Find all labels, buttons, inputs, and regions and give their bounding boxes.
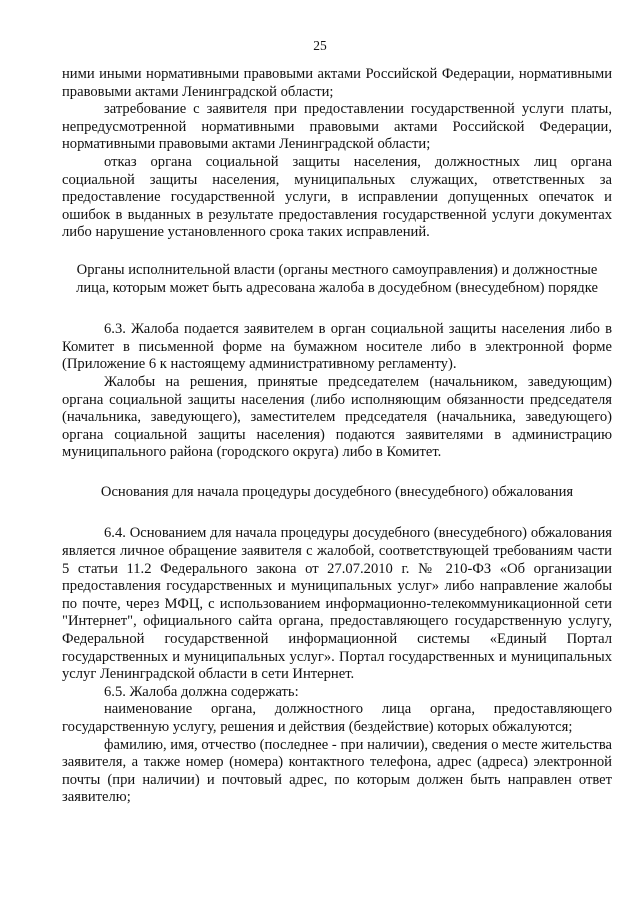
paragraph: ними иными нормативными правовыми актами Российской Федерации, нормативными правовыми актами Ленинградской области; (62, 66, 612, 100)
section-heading: Основания для начала процедуры досудебного (внесудебного) обжалования (100, 483, 574, 500)
paragraph: затребование с заявителя при предоставлении государственной услуги платы, непредусмотренной нормативными правовыми актами Российской Федерации, нормативными правовыми актами Ленинградской области; (62, 101, 612, 153)
section-heading: Органы исполнительной власти (органы местного самоуправления) и должностные лица, которым может быть адресована жалоба в досудебном (внесудебном) порядке (76, 261, 598, 296)
paragraph: фамилию, имя, отчество (последнее - при наличии), сведения о месте жительства заявителя, а также номер (номера) контактного телефона, адрес (адреса) электронной почты (при наличии) и почтовый адрес, по которым должен быть направлен ответ заявителю; (62, 736, 612, 806)
document-body (62, 66, 612, 807)
paragraph: 6.4. Основанием для начала процедуры досудебного (внесудебного) обжалования является личное обращение заявителя с жалобой, соответствующей требованиям части 5 статьи 11.2 Федерального закона от 27.07.2010 г. № 210-ФЗ «Об организации предоставления государственных и муниципальных услуг» либо направление жалобы по почте, через МФЦ, с использованием информационно-телекоммуникационной сети "Интернет", официального сайта органа, предоставляющего государственную услугу, Федеральной государственной информационной системы «Единый Портал государственных и муниципальных услуг». Портал государственных и муниципальных услуг Ленинградской области в сети Интернет. (62, 525, 612, 683)
paragraph: Жалобы на решения, принятые председателем (начальником, заведующим) органа социальной защиты населения (либо исполняющим обязанности председателя (начальника, заведующего), заместителем председателя (начальника, заведующего) органа социальной защиты населения) подаются заявителями в администрацию муниципального района (городского округа) либо в Комитет. (62, 373, 612, 461)
paragraph: 6.5. Жалоба должна содержать: (104, 683, 299, 700)
page-number: 25 (313, 38, 327, 53)
paragraph: 6.3. Жалоба подается заявителем в орган социальной защиты населения либо в Комитет в письменной форме на бумажном носителе либо в электронной форме (Приложение 6 к настоящему административному регламенту). (62, 321, 612, 373)
paragraph: наименование органа, должностного лица органа, предоставляющего государственную услугу, решения и действия (бездействие) которых обжалуются; (62, 701, 612, 735)
paragraph: отказ органа социальной защиты населения, должностных лиц органа социальной защиты населения, муниципальных служащих, ответственных за предоставление государственной услуги, в исправлении допущенных опечаток и ошибок в выданных в результате предоставления государственной услуги документах либо нарушение установленного срока таких исправлений. (62, 153, 612, 241)
